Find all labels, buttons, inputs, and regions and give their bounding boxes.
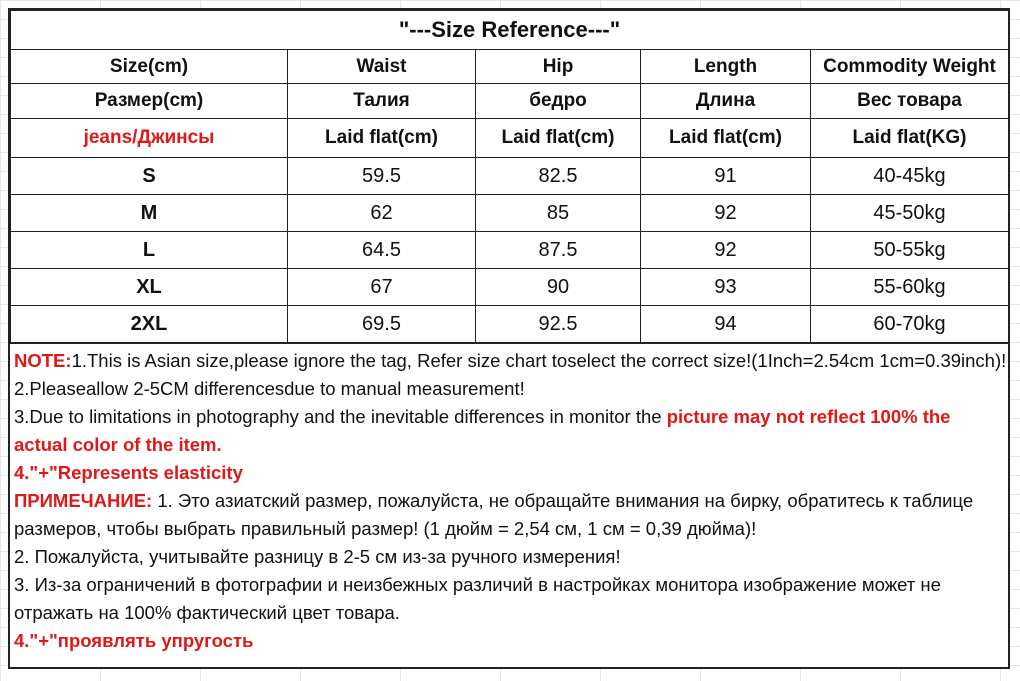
note-label: NOTE: [14, 350, 72, 371]
weight-cell: 55-60kg [811, 269, 1009, 306]
hip-cell: 90 [476, 269, 641, 306]
unit-waist: Laid flat(cm) [288, 119, 476, 158]
ru-note-4: 4."+"проявлять упругость [14, 630, 254, 651]
hip-cell: 87.5 [476, 232, 641, 269]
size-chart-sheet [8, 8, 1010, 669]
weight-cell: 45-50kg [811, 195, 1009, 232]
header-length: Length [641, 50, 811, 84]
unit-length: Laid flat(cm) [641, 119, 811, 158]
hip-cell: 92.5 [476, 306, 641, 343]
header-row-en [11, 50, 1009, 84]
waist-cell: 69.5 [288, 306, 476, 343]
header-waist-ru: Талия [288, 84, 476, 119]
note-3 [14, 403, 1008, 459]
table-title: "---Size Reference---" [11, 11, 1009, 50]
note-1-text: 1.This is Asian size,please ignore the tag, Refer size chart toselect the correct size!(1Inch=2.54cm 1cm=0.39inch)! [71, 350, 1007, 371]
length-cell: 93 [641, 269, 811, 306]
ru-note-label: ПРИМЕЧАНИЕ: [14, 490, 153, 511]
length-cell: 92 [641, 195, 811, 232]
table-row [11, 232, 1009, 269]
ru-note-3: 3. Из-за ограничений в фотографии и неизбежных различий в настройках монитора изображение может не отражать на 100% фактический цвет товара. [14, 574, 941, 623]
unit-hip: Laid flat(cm) [476, 119, 641, 158]
note-2: 2.Pleaseallow 2-5CM differencesdue to manual measurement! [14, 378, 525, 399]
size-cell: L [11, 232, 288, 269]
note-1 [14, 347, 1008, 375]
table-row [11, 269, 1009, 306]
header-row-units [11, 119, 1009, 158]
weight-cell: 60-70kg [811, 306, 1009, 343]
notes-section [10, 343, 1008, 655]
size-cell: 2XL [11, 306, 288, 343]
ru-note-2: 2. Пожалуйста, учитывайте разницу в 2-5 см из-за ручного измерения! [14, 546, 621, 567]
ru-note-1-text: 1. Это азиатский размер, пожалуйста, не обращайте внимания на бирку, обратитесь к таблице размеров, чтобы выбрать правильный размер! (1 дюйм = 2,54 см, 1 см = 0,39 дюйма)! [14, 490, 974, 539]
note-4: 4."+"Represents elasticity [14, 462, 243, 483]
weight-cell: 50-55kg [811, 232, 1009, 269]
header-size: Size(cm) [11, 50, 288, 84]
length-cell: 92 [641, 232, 811, 269]
length-cell: 94 [641, 306, 811, 343]
table-row [11, 195, 1009, 232]
waist-cell: 62 [288, 195, 476, 232]
length-cell: 91 [641, 158, 811, 195]
header-length-ru: Длина [641, 84, 811, 119]
note-3-highlight: picture may not reflect 100% the actual color of the item. [14, 406, 951, 455]
ru-note-1 [14, 487, 1008, 543]
title-row [11, 11, 1009, 50]
header-waist: Waist [288, 50, 476, 84]
size-cell: M [11, 195, 288, 232]
header-weight: Commodity Weight [811, 50, 1009, 84]
size-cell: S [11, 158, 288, 195]
hip-cell: 82.5 [476, 158, 641, 195]
weight-cell: 40-45kg [811, 158, 1009, 195]
header-hip: Hip [476, 50, 641, 84]
header-weight-ru: Вес товара [811, 84, 1009, 119]
unit-weight: Laid flat(KG) [811, 119, 1009, 158]
waist-cell: 67 [288, 269, 476, 306]
size-cell: XL [11, 269, 288, 306]
table-row [11, 306, 1009, 343]
waist-cell: 59.5 [288, 158, 476, 195]
waist-cell: 64.5 [288, 232, 476, 269]
hip-cell: 85 [476, 195, 641, 232]
header-hip-ru: бедро [476, 84, 641, 119]
header-size-ru: Размер(cm) [11, 84, 288, 119]
table-row [11, 158, 1009, 195]
header-row-ru [11, 84, 1009, 119]
jeans-label: jeans/Джинсы [11, 119, 288, 158]
size-table [10, 10, 1009, 343]
note-3-text: 3.Due to limitations in photography and the inevitable differences in monitor the [14, 406, 667, 427]
